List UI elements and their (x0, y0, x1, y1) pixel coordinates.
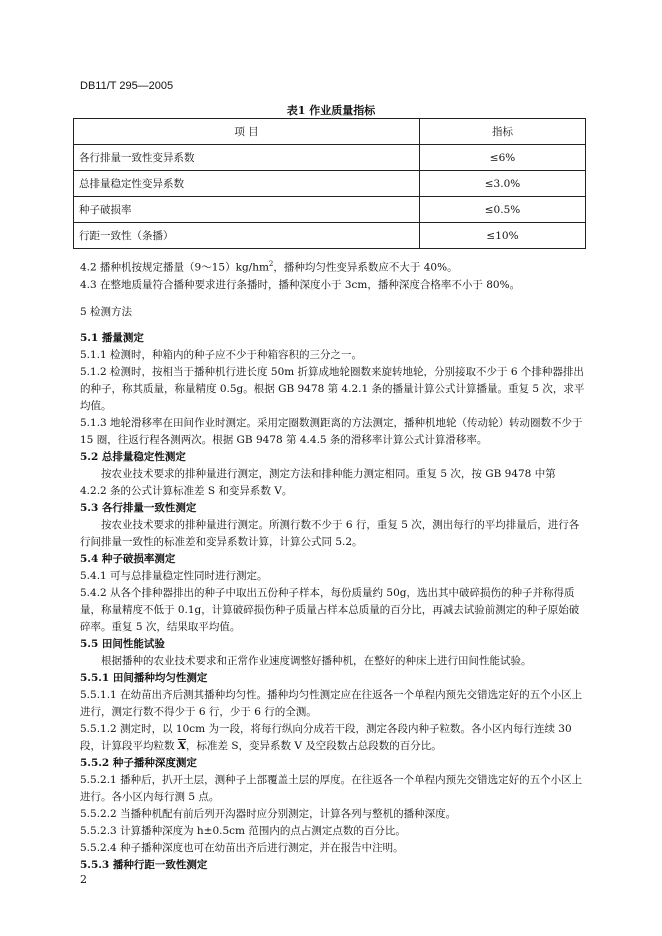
clause-4-2 (80, 256, 585, 277)
column-header-item: 项 目 (74, 119, 420, 145)
clause-5-2: 按农业技术要求的排种量进行测定，测定方法和排种能力测定相同。重复 5 次，按 GB 9478 中第 4.2.2 条的公式计算标准差 S 和变异系数 V。 (80, 467, 556, 497)
quality-index-table (73, 118, 586, 249)
table-row (74, 197, 586, 223)
table-cell-item: 行距一致性（条播） (74, 223, 420, 249)
table-row (74, 145, 586, 171)
clause-5-5-2-1: 5.5.2.1 播种后，扒开土层，测种子上部覆盖土层的厚度。在往返各一个单程内预先交错选定好的五个小区上进行。各小区内每行测 5 点。 (80, 773, 583, 803)
clause-5-5-2-2: 5.5.2.2 当播种机配有前后列开沟器时应分别测定，计算各列与整机的播种深度。 (80, 807, 457, 820)
table-header-row (74, 119, 586, 145)
section-5-1-heading: 5.1 播量测定 (80, 331, 144, 344)
page-number: 2 (80, 873, 87, 886)
clause-5-5-2-3: 5.5.2.3 计算播种深度为 h±0.5cm 范围内的点占测定点数的百分比。 (80, 824, 406, 837)
table-cell-value: ≤3.0% (420, 171, 586, 197)
section-5-3-heading: 5.3 各行排量一致性测定 (80, 501, 197, 514)
clause-5-5-1-1: 5.5.1.1 在幼苗出齐后测其播种均匀性。播种均匀性测定应在往返各一个单程内预先交错选定好的五个小区上进行，测定行数不得少于 6 行，少于 6 行的全测。 (80, 688, 583, 718)
column-header-index: 指标 (420, 119, 586, 145)
document-body (80, 256, 585, 874)
document-code-header: DB11/T 295—2005 (80, 80, 174, 92)
table-cell-item: 种子破损率 (74, 197, 420, 223)
table-cell-value: ≤10% (420, 223, 586, 249)
section-5-5-heading: 5.5 田间性能试验 (80, 637, 165, 650)
clause-5-4-1: 5.4.1 可与总排量稳定性同时进行测定。 (80, 569, 268, 582)
clause-4-2-superscript: 2 (268, 260, 274, 268)
clause-5-5-1-2-text-a: 5.5.1.2 测定时，以 10cm 为一段，将每行纵向分成若干段，测定各段内种子粒数。各小区内每行连续 30 段，计算段平均粒数 (80, 722, 572, 752)
clause-5-1-3: 5.1.3 地轮滑移率在田间作业时测定。采用定圈数测距离的方法测定，播种机地轮（传动轮）转动圈数不少于 15 圈，往返行程各测两次。根据 GB 9478 第 4.4.5 条的滑移率计算公式计算滑移率。 (80, 416, 583, 446)
table-caption: 表1 作业质量指标 (286, 104, 376, 117)
table-cell-item: 各行排量一致性变异系数 (74, 145, 420, 171)
table-cell-value: ≤0.5% (420, 197, 586, 223)
section-5-5-2-heading: 5.5.2 种子播种深度测定 (80, 756, 197, 769)
mean-x-symbol: $\overline{X}$ (177, 739, 186, 752)
clause-5-3: 按农业技术要求的排种量进行测定。所测行数不少于 6 行，重复 5 次，测出每行的平均排量后，进行各行间排量一致性的标准差和变异系数计算，计算公式同 5.2。 (80, 518, 580, 548)
section-5-5-3-heading: 5.5.3 播种行距一致性测定 (80, 858, 208, 871)
table-row (74, 223, 586, 249)
table-cell-item: 总排量稳定性变异系数 (74, 171, 420, 197)
clause-5-5-1-2 (80, 721, 585, 755)
section-5-heading: 5 检测方法 (80, 305, 133, 318)
clause-5-5-2-4: 5.5.2.4 种子播种深度也可在幼苗出齐后进行测定，并在报告中注明。 (80, 841, 404, 854)
clause-5-1-1: 5.1.1 检测时，种箱内的种子应不少于种箱容积的三分之一。 (80, 348, 363, 361)
section-5-5-1-heading: 5.5.1 田间播种均匀性测定 (80, 671, 208, 684)
clause-4-2-text-a: 4.2 播种机按规定播量（9～15）kg/hm (80, 261, 269, 274)
clause-5-1-2: 5.1.2 检测时，按相当于播种机行进长度 50m 折算成地轮圈数来旋转地轮，分别接取不少于 6 个排种器排出的种子，称其质量，称量精度 0.5g。根据 GB 9478 第 4.2.1 条的播量计算公式计算播量。重复 5 次，求平均值。 (80, 365, 585, 412)
clause-4-3: 4.3 在整地质量符合播种要求进行条播时，播种深度小于 3cm，播种深度合格率不小于 80%。 (80, 278, 521, 291)
clause-5-5-1-2-text-b: ，标准差 S，变异系数 V 及空段数占总段数的百分比。 (186, 739, 442, 752)
clause-5-4-2: 5.4.2 从各个排种器排出的种子中取出五份种子样本，每份质量约 50g，选出其中破碎损伤的种子并称得质量，称量精度不低于 0.1g，计算破碎损伤种子质量占样本总质量的百分比，再减去试验前测定的种子原始破碎率。重复 5 次，结果取平均值。 (80, 586, 580, 633)
section-5-2-heading: 5.2 总排量稳定性测定 (80, 450, 186, 463)
clause-4-2-text-b: ，播种均匀性变异系数应不大于 40%。 (273, 261, 458, 274)
section-5-4-heading: 5.4 种子破损率测定 (80, 552, 176, 565)
table-cell-value: ≤6% (420, 145, 586, 171)
table-row (74, 171, 586, 197)
clause-5-5: 根据播种的农业技术要求和正常作业速度调整好播种机，在整好的种床上进行田间性能试验。 (101, 654, 532, 667)
